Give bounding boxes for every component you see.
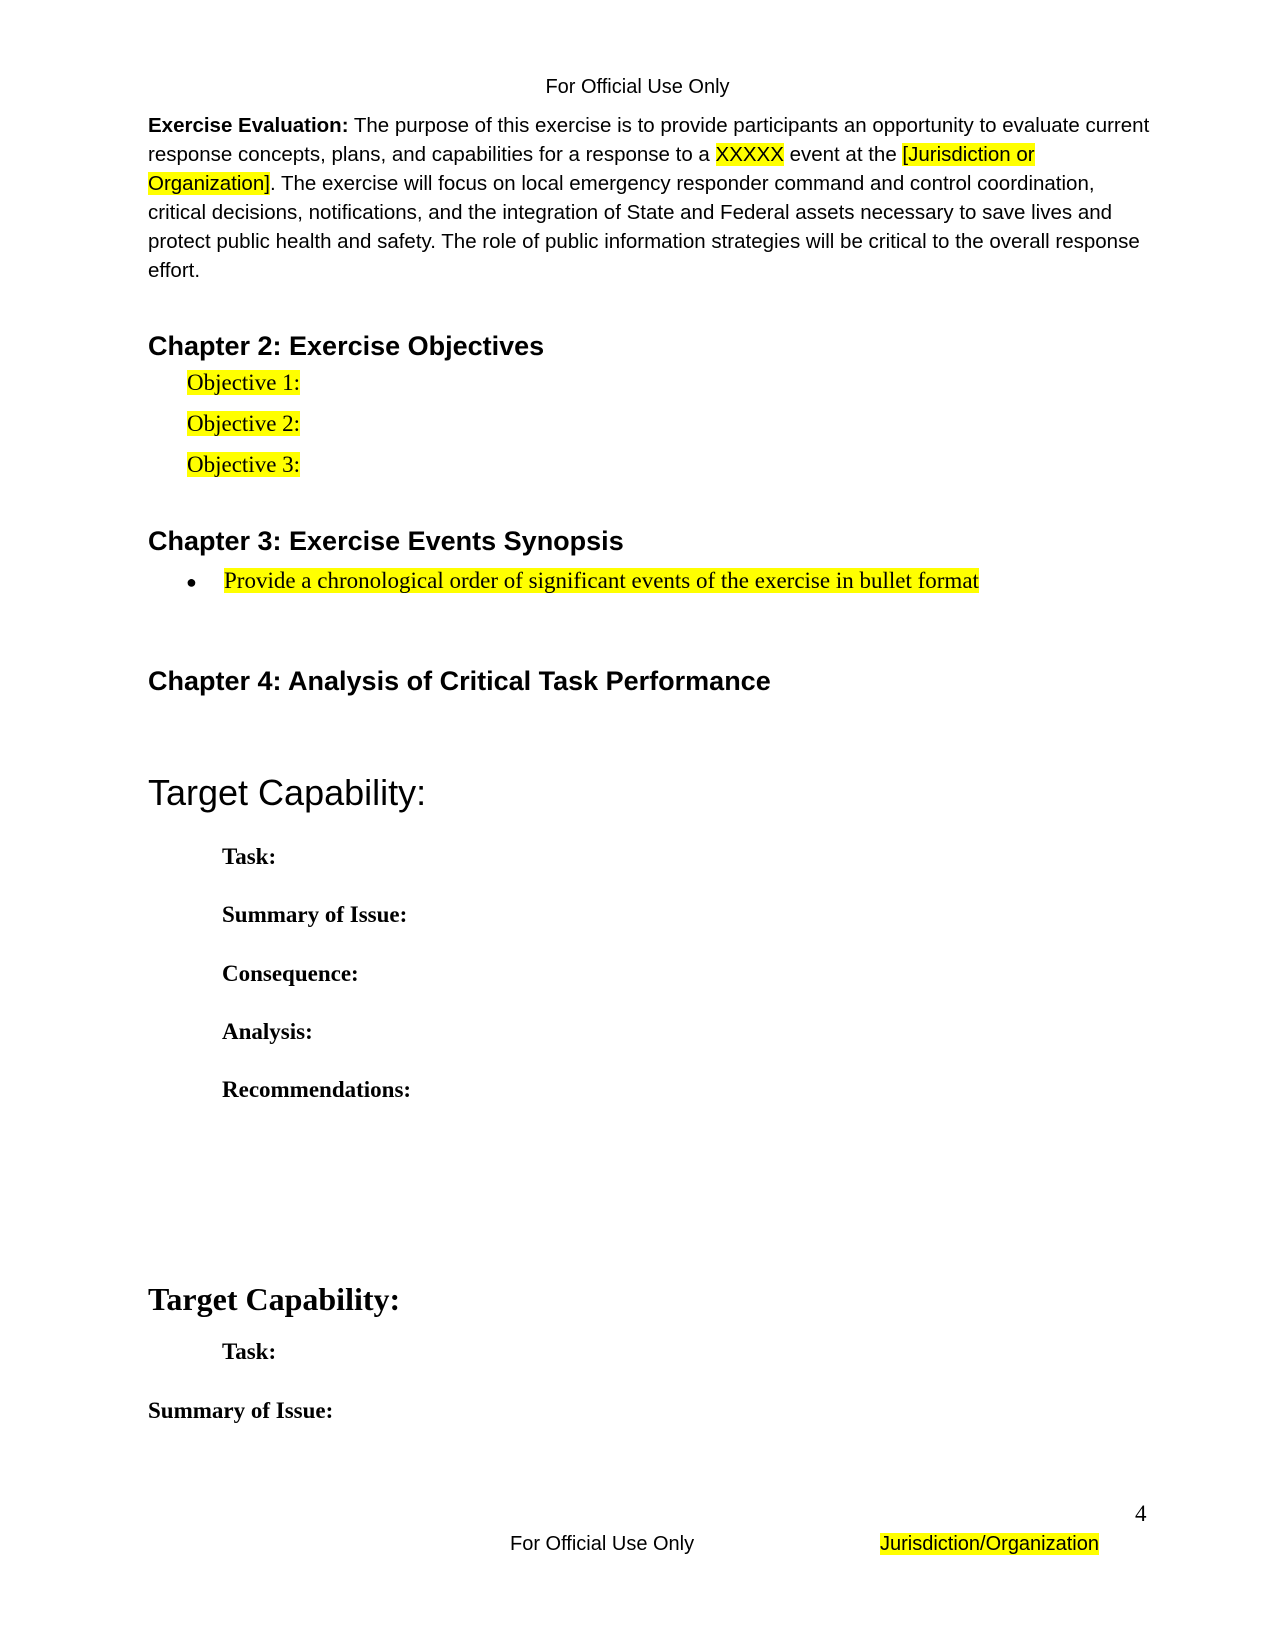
objective-1: Objective 1: <box>187 370 301 395</box>
recommendations-label-1: Recommendations: <box>222 1077 412 1102</box>
objective-2: Objective 2: <box>187 411 301 436</box>
analysis-label-1: Analysis: <box>222 1019 313 1044</box>
target-capability-2-title: Target Capability: <box>148 1281 401 1317</box>
task-label-2: Task: <box>222 1339 277 1364</box>
task-label-1: Task: <box>222 844 277 869</box>
footer-text: For Official Use Only <box>510 1533 695 1555</box>
exercise-evaluation-paragraph <box>148 111 1158 285</box>
page-header: For Official Use Only <box>545 76 730 98</box>
chapter-4-title: Chapter 4: Analysis of Critical Task Performance <box>148 666 771 696</box>
synopsis-bullet-text: Provide a chronological order of significant events of the exercise in bullet format <box>224 568 979 593</box>
target-capability-1-title: Target Capability: <box>148 772 427 813</box>
consequence-label-1: Consequence: <box>222 961 359 986</box>
synopsis-bullet <box>186 568 979 594</box>
summary-label-2: Summary of Issue: <box>148 1398 334 1423</box>
evaluation-text-3: . The exercise will focus on local emergency responder command and control coordination, critical decisions, notifications, and the integration of State and Federal assets necessary to save lives and protect public health and safety. The role of public information strategies will be critical to the overall response effort. <box>148 172 1140 282</box>
bullet-icon: ● <box>186 572 197 592</box>
objective-3: Objective 3: <box>187 452 301 477</box>
summary-label-1: Summary of Issue: <box>222 902 408 927</box>
chapter-2-title: Chapter 2: Exercise Objectives <box>148 331 545 361</box>
jurisdiction-placeholder: [Jurisdiction or Organization] <box>148 143 1035 195</box>
evaluation-text-2: event at the <box>783 143 903 166</box>
chapter-3-title: Chapter 3: Exercise Events Synopsis <box>148 526 624 556</box>
page-number: 4 <box>1135 1501 1147 1526</box>
footer-organization: Jurisdiction/Organization <box>880 1533 1099 1555</box>
event-placeholder: XXXXX <box>715 143 784 166</box>
evaluation-label: Exercise Evaluation: <box>148 114 349 137</box>
evaluation-text-1: The purpose of this exercise is to provide participants an opportunity to evaluate current response concepts, plans, and capabilities for a response to a <box>148 114 1150 166</box>
